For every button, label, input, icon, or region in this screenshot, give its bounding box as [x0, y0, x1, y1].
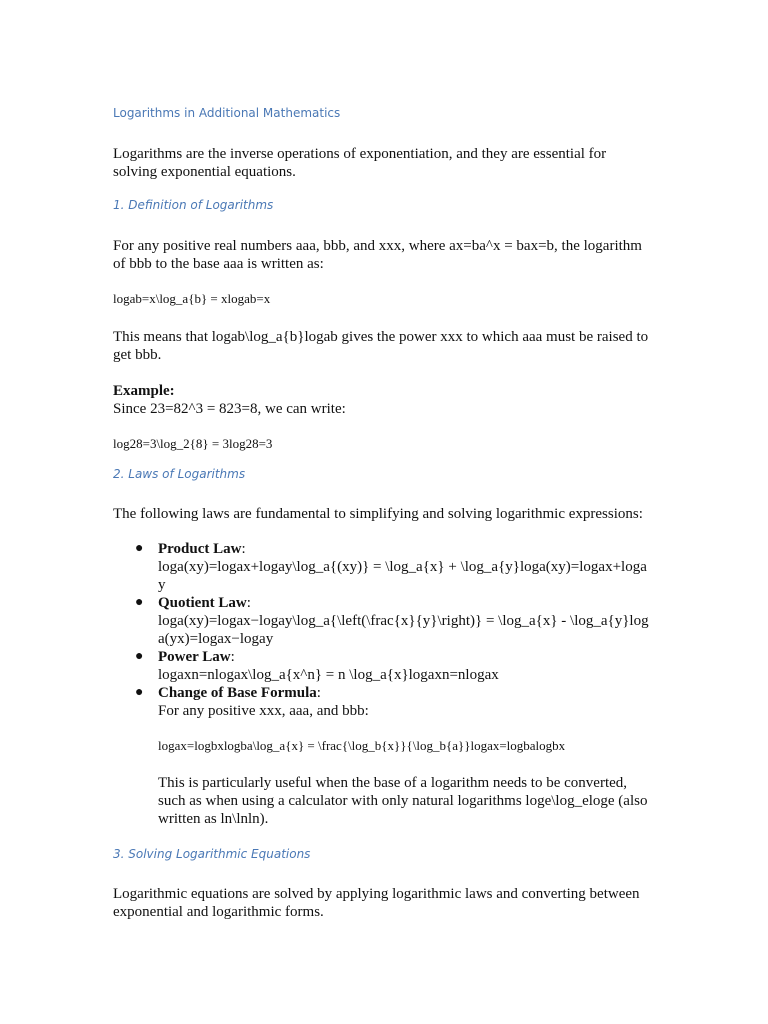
- law-formula: loga(xy)=logax+logay\log_a{(xy)} = \log_a{x} + \log_a{y}loga(xy)=logax+logay: [158, 559, 647, 593]
- laws-intro-paragraph: The following laws are fundamental to simplifying and solving logarithmic expressions:: [113, 506, 643, 522]
- list-item-change-of-base: ● Change of Base Formula: For any positive xxx, aaa, and bbb: logax=logbxlogba\log_a{x} = \frac{\log_b{x}}{\log_b{a}}logax=logbalogbx This is particularly useful when the base of a logarithm needs to be converted, such as when using a calculator with only natural logarithms loge\log_eloge (also written as ln\lnln).: [113, 684, 653, 828]
- example-text: Since 23=82^3 = 823=8, we can write:: [113, 401, 346, 417]
- definition-paragraph: For any positive real numbers aaa, bbb, and xxx, where ax=ba^x = bax=b, the logarithm of bbb to the base aaa is written as:: [113, 238, 642, 272]
- change-of-base-note: This is particularly useful when the base of a logarithm needs to be converted, such as when using a calculator with only natural logarithms loge\log_eloge (also written as ln\lnln).: [158, 775, 648, 827]
- bullet-icon: ●: [135, 595, 144, 610]
- laws-list: [113, 540, 653, 828]
- law-formula: logaxn=nlogax\log_a{x^n} = n \log_a{x}logaxn=nlogax: [158, 667, 499, 683]
- law-formula: loga(xy)=logax−logay\log_a{\left(\frac{x}{y}\right)} = \log_a{x} - \log_a{y}loga(yx)=logax−logay: [158, 613, 649, 647]
- change-of-base-formula: logax=logbxlogba\log_a{x} = \frac{\log_b{x}}{\log_b{a}}logax=logbalogbx: [158, 738, 566, 753]
- example-label: Example:: [113, 383, 175, 399]
- law-name: Change of Base Formula: [158, 685, 317, 701]
- definition-formula: logab=x\log_a{b} = xlogab=x: [113, 291, 271, 306]
- example-formula: log28=3\log_2{8} = 3log28=3: [113, 436, 273, 451]
- section-heading-definition: 1. Definition of Logarithms: [113, 198, 274, 212]
- law-name: Product Law: [158, 541, 242, 557]
- list-item-quotient-law: ● Quotient Law: loga(xy)=logax−logay\log_a{\left(\frac{x}{y}\right)} = \log_a{x} - \log_a{y}loga(yx)=logax−logay: [113, 594, 653, 648]
- bullet-icon: ●: [135, 541, 144, 556]
- list-item-product-law: ● Product Law: loga(xy)=logax+logay\log_a{(xy)} = \log_a{x} + \log_a{y}loga(xy)=logax+logay: [113, 540, 653, 594]
- meaning-paragraph: This means that logab\log_a{b}logab gives the power xxx to which aaa must be raised to get bbb.: [113, 329, 649, 363]
- law-text: For any positive xxx, aaa, and bbb:: [158, 703, 369, 719]
- bullet-icon: ●: [135, 649, 144, 664]
- list-item-power-law: ● Power Law: logaxn=nlogax\log_a{x^n} = n \log_a{x}logaxn=nlogax: [113, 648, 653, 684]
- document-title: Logarithms in Additional Mathematics: [113, 106, 341, 120]
- section-heading-laws: 2. Laws of Logarithms: [113, 467, 246, 481]
- law-name: Quotient Law: [158, 595, 247, 611]
- bullet-icon: ●: [135, 685, 144, 700]
- section-heading-solving: 3. Solving Logarithmic Equations: [113, 847, 311, 861]
- law-name: Power Law: [158, 649, 231, 665]
- solving-paragraph: Logarithmic equations are solved by applying logarithmic laws and converting between exponential and logarithmic forms.: [113, 886, 640, 920]
- intro-paragraph: Logarithms are the inverse operations of exponentiation, and they are essential for solving exponential equations.: [113, 146, 607, 180]
